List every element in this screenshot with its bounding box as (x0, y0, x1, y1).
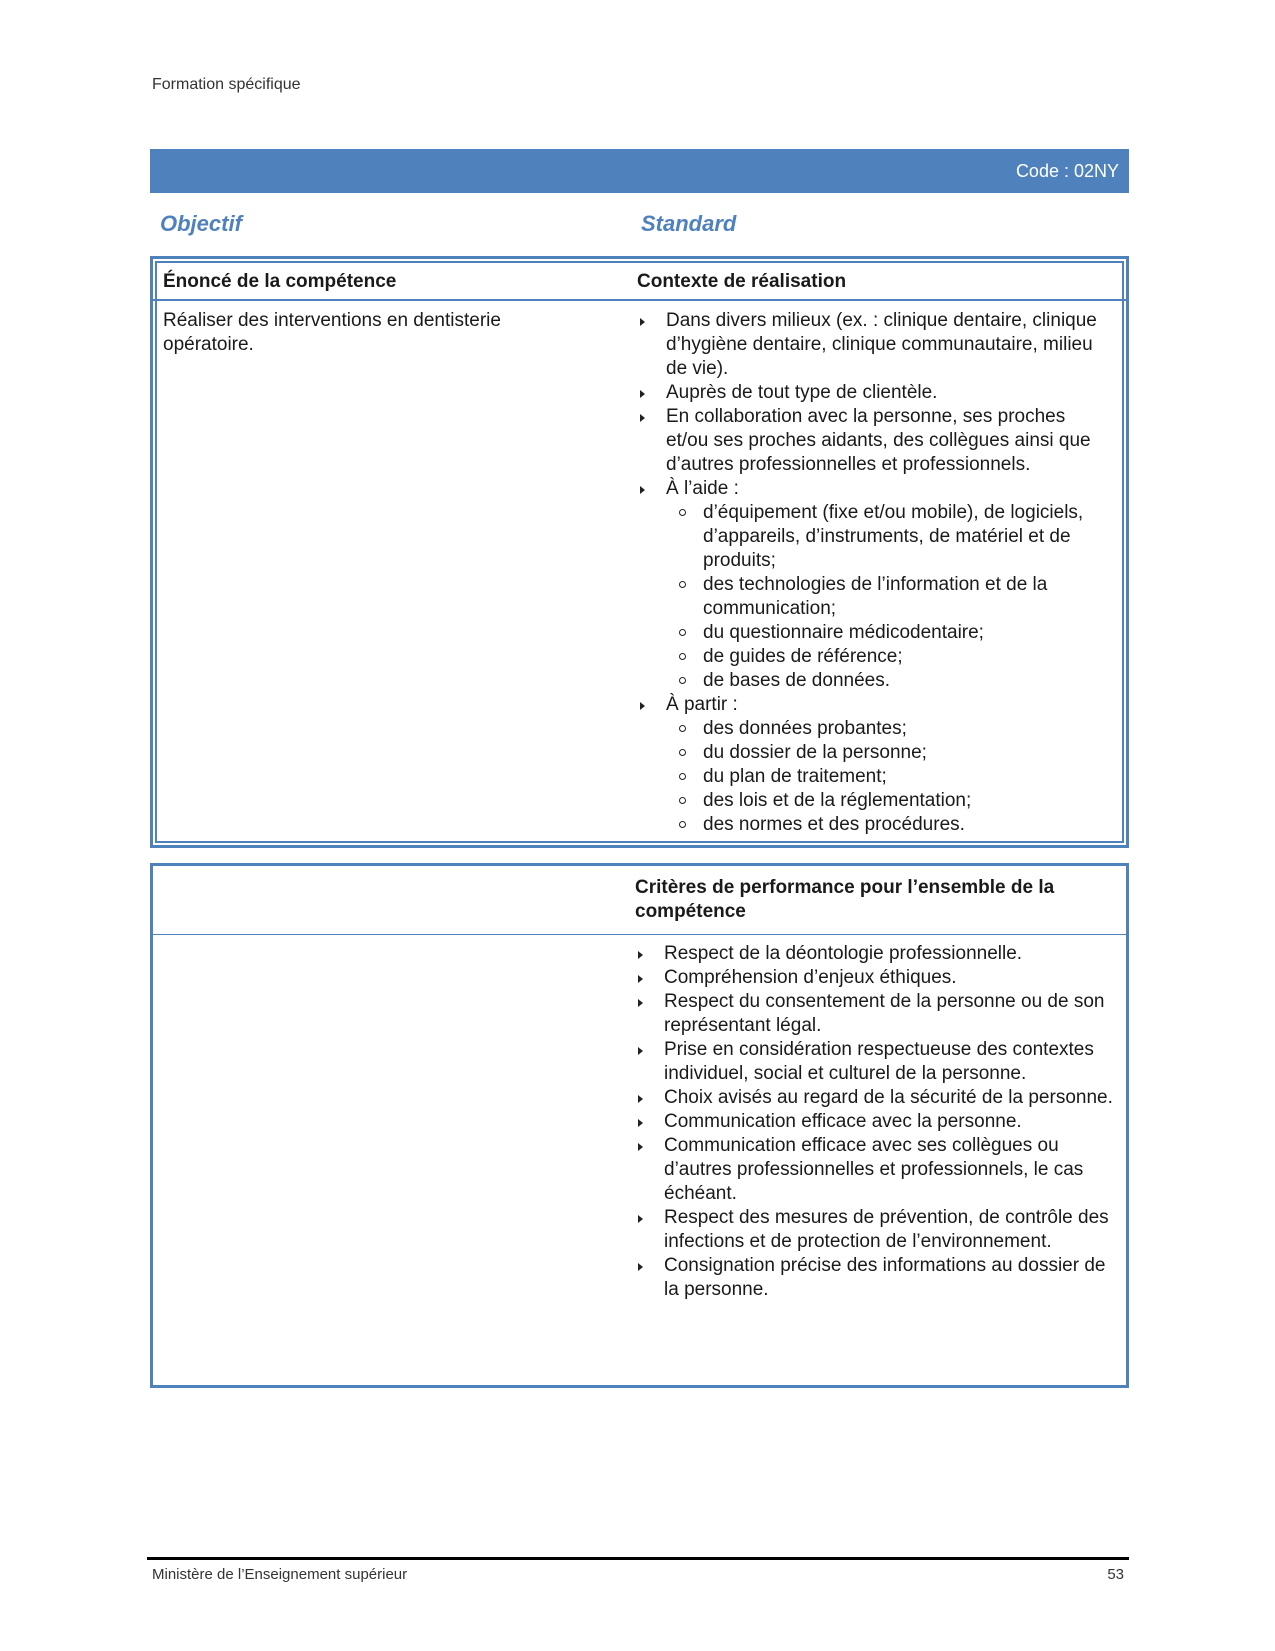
objective-title: Objectif (160, 211, 242, 236)
sub-list-item: des technologies de l’information et de la communication; (637, 573, 1105, 621)
criteria-header: Critères de performance pour l’ensemble de la compétence (635, 877, 1055, 922)
sub-list-item: des normes et des procédures. (637, 813, 1105, 837)
list-item: Compréhension d’enjeux éthiques. (635, 966, 1113, 990)
list-item: Consignation précise des informations au dossier de la personne. (635, 1254, 1113, 1302)
running-header: Formation spécifique (152, 76, 301, 93)
context-list (637, 309, 1105, 837)
list-item: Dans divers milieux (ex. : clinique dentaire, clinique d’hygiène dentaire, clinique communautaire, milieu de vie). (637, 309, 1105, 381)
list-item: Respect du consentement de la personne ou de son représentant légal. (635, 990, 1113, 1038)
sub-list-item: du plan de traitement; (637, 765, 1105, 789)
page-number: 53 (1107, 1566, 1124, 1583)
sub-list-item: de guides de référence; (637, 645, 1105, 669)
list-item: Auprès de tout type de clientèle. (637, 381, 1105, 405)
header-divider (153, 299, 1126, 301)
sub-list-item: des lois et de la réglementation; (637, 789, 1105, 813)
footer-ministry: Ministère de l’Enseignement supérieur (152, 1566, 408, 1583)
competency-code: Code : 02NY (1015, 161, 1119, 181)
list-item: En collaboration avec la personne, ses proches et/ou ses proches aidants, des collègues ainsi que d’autres professionnelles et professionnels. (637, 405, 1105, 477)
list-item: Choix avisés au regard de la sécurité de la personne. (635, 1086, 1113, 1110)
sub-list-item: du dossier de la personne; (637, 741, 1105, 765)
footer-rule (147, 1557, 1129, 1560)
standard-title: Standard (641, 211, 737, 236)
list-item: Respect de la déontologie professionnelle. (635, 942, 1113, 966)
list-item: Communication efficace avec ses collègues ou d’autres professionnelles et professionnels, le cas échéant. (635, 1134, 1113, 1206)
sub-list-item: d’équipement (fixe et/ou mobile), de logiciels, d’appareils, d’instruments, de matériel et de produits; (637, 501, 1105, 573)
competency-statement: Réaliser des interventions en dentisterie opératoire. (163, 310, 501, 355)
performance-criteria-table (150, 863, 1129, 1388)
list-item: À partir : (637, 693, 1105, 717)
header-divider (153, 934, 1126, 935)
statement-header: Énoncé de la compétence (163, 271, 397, 292)
competency-table (150, 256, 1129, 848)
list-item: Respect des mesures de prévention, de contrôle des infections et de protection de l’environnement. (635, 1206, 1113, 1254)
sub-list-item: de bases de données. (637, 669, 1105, 693)
list-item: Prise en considération respectueuse des contextes individuel, social et culturel de la personne. (635, 1038, 1113, 1086)
list-item: À l’aide : (637, 477, 1105, 501)
sub-list-item: des données probantes; (637, 717, 1105, 741)
list-item: Communication efficace avec la personne. (635, 1110, 1113, 1134)
context-header: Contexte de réalisation (637, 271, 847, 292)
sub-list-item: du questionnaire médicodentaire; (637, 621, 1105, 645)
code-bar (150, 149, 1129, 193)
criteria-list (635, 942, 1113, 1302)
